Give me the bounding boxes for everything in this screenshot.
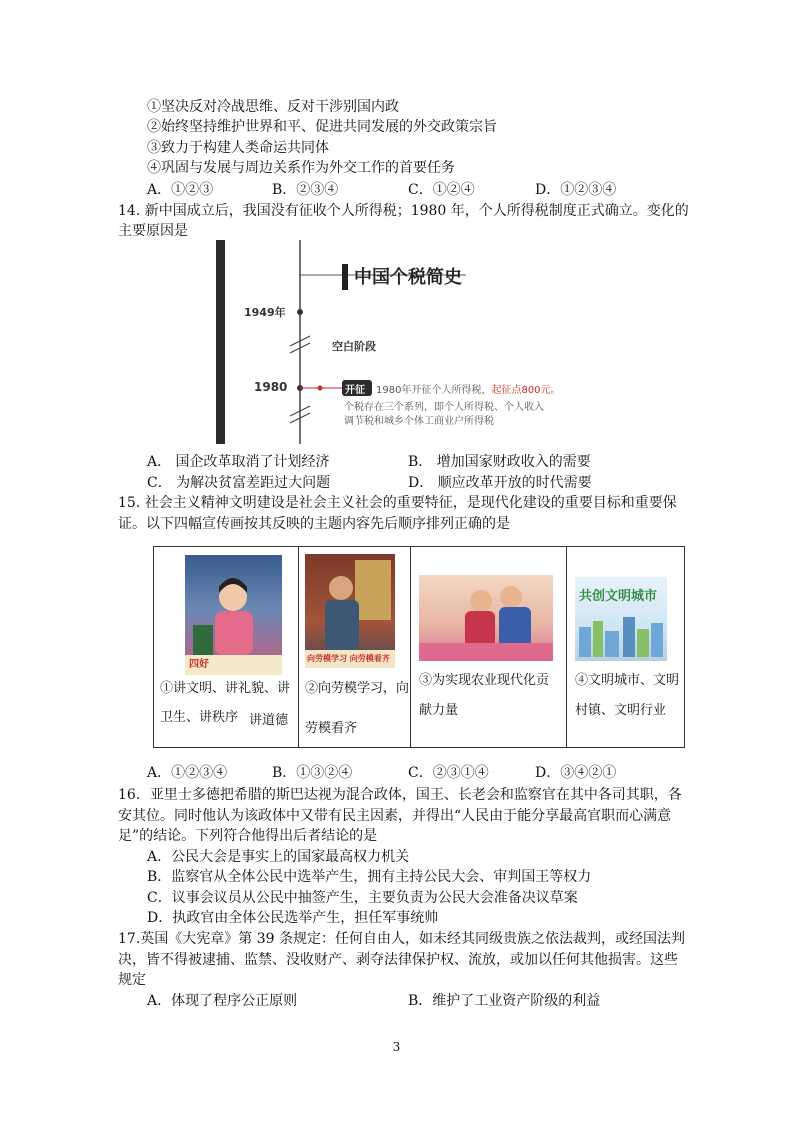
- figure-desc-line3: 调节税和城乡个体工商业户所得税: [344, 416, 494, 427]
- q17-stem-line2: 决，皆不得被逮捕、监禁、没收财产、剥夺法律保护权、流放，或加以任何其他损害。这些: [118, 952, 678, 968]
- q16-option-a: A．公民大会是事实上的国家最高权力机关: [147, 849, 410, 865]
- poster-2-text: 向劳模学习 向劳模看齐: [307, 654, 390, 663]
- poster-image-4: [575, 577, 667, 661]
- page-number: 3: [392, 1040, 401, 1054]
- q16-option-d: D．执政官由全体公民选举产生，担任军事统帅: [147, 910, 439, 926]
- poster-cell-3: [411, 547, 567, 747]
- poster-cell-2: [299, 547, 411, 747]
- year-1980: 1980: [254, 380, 288, 394]
- q13-option-b: B．②③④: [272, 182, 339, 198]
- q14-stem-line2: 主要原因是: [118, 223, 188, 239]
- desc-highlight: 起征点800元: [491, 385, 551, 396]
- figure-title: 中国个税简史: [354, 267, 462, 288]
- q15-stem-line1: 15. 社会主义精神文明建设是社会主义社会的重要特征，是现代化建设的重要目标和重要保: [118, 495, 677, 511]
- poster-3-caption-line1: ③为实现农业现代化贡: [419, 673, 550, 688]
- q13-option-a: A．①②③: [147, 182, 214, 198]
- q16-stem-line2: 安其位。同时他认为该政体中又带有民主因素，并得出“人民由于能分享最高官职而心满意: [118, 808, 672, 824]
- q16-stem-line3: 足”的结论。下列符合他得出后者结论的是: [118, 828, 378, 844]
- poster-image-2: [305, 554, 395, 668]
- q15-option-a: A．①②③④: [147, 765, 228, 781]
- q14-option-b: B． 增加国家财政收入的需要: [408, 454, 591, 470]
- q13-option-c: C．①②④: [408, 182, 475, 198]
- q15-stem-line2: 证。以下四幅宣传画按其反映的主题内容先后顺序排列正确的是: [118, 516, 510, 532]
- q14-stem-line1: 14. 新中国成立后，我国没有征收个人所得税；1980 年，个人所得税制度正式确立。变化的: [118, 203, 689, 219]
- poster-2-figure: [305, 554, 395, 668]
- q14-option-d: D． 顺应改革开放的时代需要: [408, 475, 592, 491]
- poster-4-text: 共创文明城市: [579, 589, 658, 604]
- poster-image-3: [419, 575, 553, 661]
- poster-cell-4: [567, 547, 684, 747]
- q17-option-b: B．维护了工业资产阶级的利益: [408, 993, 601, 1009]
- year-1949: 1949年: [244, 306, 286, 319]
- q13-option-d: D．①②③④: [535, 182, 617, 198]
- title-marker: [342, 264, 348, 290]
- q13-item-2: ②始终坚持维护世界和平、促进共同发展的外交政策宗旨: [147, 119, 497, 135]
- poster-4-caption-line1: ④文明城市、文明: [575, 673, 680, 688]
- desc-prefix: 1980年开征个人所得税，: [376, 385, 492, 396]
- tax-history-figure: [216, 240, 596, 444]
- q16-option-c: C．议事会议员从公民中抽签产生，主要负责为公民大会准备决议草案: [147, 890, 578, 906]
- q14-option-c: C． 为解决贫富差距过大问题: [147, 475, 331, 491]
- q13-item-1: ①坚决反对冷战思维、反对干涉别国内政: [147, 99, 399, 115]
- red-dot: [318, 386, 323, 391]
- poster-image-1: [185, 555, 282, 675]
- q16-option-b: B．监察官从全体公民中选举产生，拥有主持公民大会、审判国王等权力: [147, 869, 592, 885]
- q17-stem-line3: 规定: [118, 972, 146, 988]
- poster-1-caption-line1: ①讲文明、讲礼貌、讲: [160, 681, 291, 696]
- q14-option-a: A． 国企改革取消了计划经济: [147, 454, 330, 470]
- q15-option-c: C．②③①④: [408, 765, 489, 781]
- poster-3-figure: [419, 575, 553, 661]
- poster-2-caption-line1: ②向劳模学习，向: [305, 681, 410, 696]
- tag-label: 开征: [345, 385, 365, 396]
- stage-label: 空白阶段: [332, 340, 376, 353]
- q17-stem-line1: 17.英国《大宪章》第 39 条规定：任何自由人，如未经其同级贵族之依法裁判，或经国法判: [118, 931, 685, 947]
- desc-suffix: 。: [550, 385, 561, 396]
- poster-2-caption-line2: 劳模看齐: [305, 721, 358, 736]
- dot-1949: [297, 309, 303, 315]
- q16-stem-line1: 16．亚里士多德把希腊的斯巴达视为混合政体，国王、长老会和监察官在其中各司其职，各: [118, 787, 682, 803]
- poster-cell-1: [154, 547, 299, 747]
- poster-1-caption-extra: 讲道德: [249, 713, 289, 728]
- q17-option-a: A．体现了程序公正原则: [147, 993, 298, 1009]
- poster-4-caption-line2: 村镇、文明行业: [575, 703, 667, 718]
- q13-item-3: ③致力于构建人类命运共同体: [147, 140, 329, 156]
- poster-3-caption-line2: 献力量: [419, 703, 459, 718]
- q13-item-4: ④巩固与发展与周边关系作为外交工作的首要任务: [147, 160, 455, 176]
- figure-desc-line1: [376, 381, 561, 396]
- q15-option-b: B．①③②④: [272, 765, 353, 781]
- figure-desc-line2: 个税存在三个系列，即个人所得税、个人收入: [344, 402, 544, 413]
- q15-option-d: D．③④②①: [535, 765, 617, 781]
- poster-table: [153, 546, 685, 748]
- poster-1-caption-line2: 卫生、讲秩序: [160, 710, 239, 725]
- poster-1-text: 四好: [189, 659, 209, 670]
